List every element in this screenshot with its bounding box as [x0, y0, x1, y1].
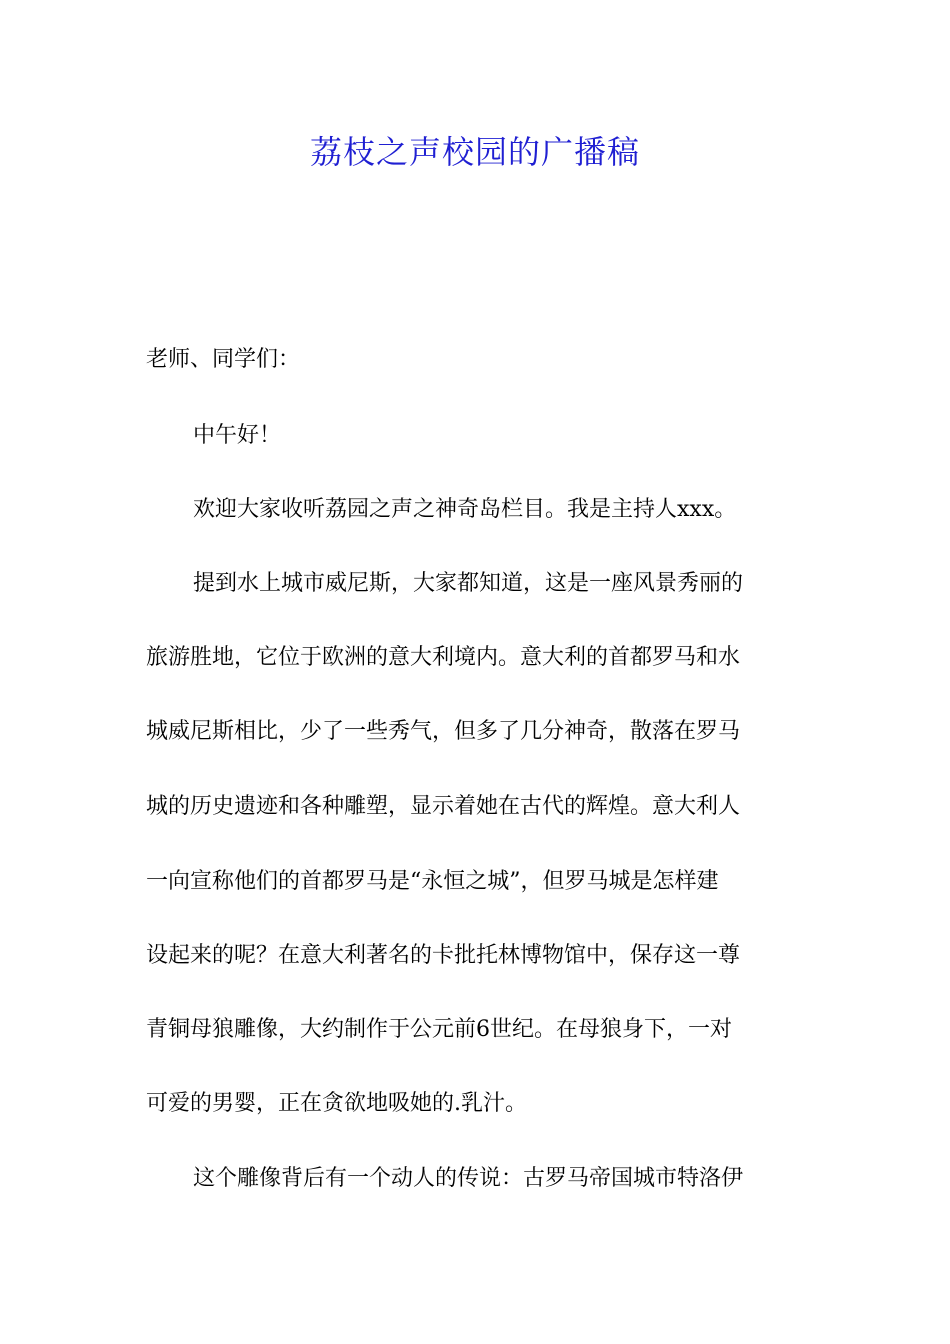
paragraph-line: 一向宣称他们的首都罗马是“永恒之城”，但罗马城是怎样建	[146, 869, 719, 894]
paragraph-line: 这个雕像背后有一个动人的传说：古罗马帝国城市特洛伊	[193, 1166, 744, 1191]
greeting-line: 中午好！	[193, 423, 282, 448]
paragraph-line: 青铜母狼雕像，大约制作于公元前6世纪。在母狼身下，一对	[146, 1017, 732, 1042]
document-title: 荔枝之声校园的广播稿	[309, 133, 640, 171]
paragraph-line: 设起来的呢？在意大利著名的卡批托林博物馆中，保存这一尊	[146, 943, 741, 968]
paragraph-line: 城的历史遗迹和各种雕塑，显示着她在古代的辉煌。意大利人	[146, 794, 741, 819]
salutation-line: 老师、同学们：	[146, 347, 301, 372]
paragraph-line: 可爱的男婴，正在贪欲地吸她的.乳汁。	[146, 1091, 527, 1116]
paragraph-line: 城威尼斯相比，少了一些秀气，但多了几分神奇，散落在罗马	[146, 719, 741, 744]
paragraph-line: 提到水上城市威尼斯，大家都知道，这是一座风景秀丽的	[193, 571, 744, 596]
paragraph-line: 旅游胜地，它位于欧洲的意大利境内。意大利的首都罗马和水	[146, 645, 741, 670]
welcome-line: 欢迎大家收听荔园之声之神奇岛栏目。我是主持人xxx。	[193, 497, 737, 522]
